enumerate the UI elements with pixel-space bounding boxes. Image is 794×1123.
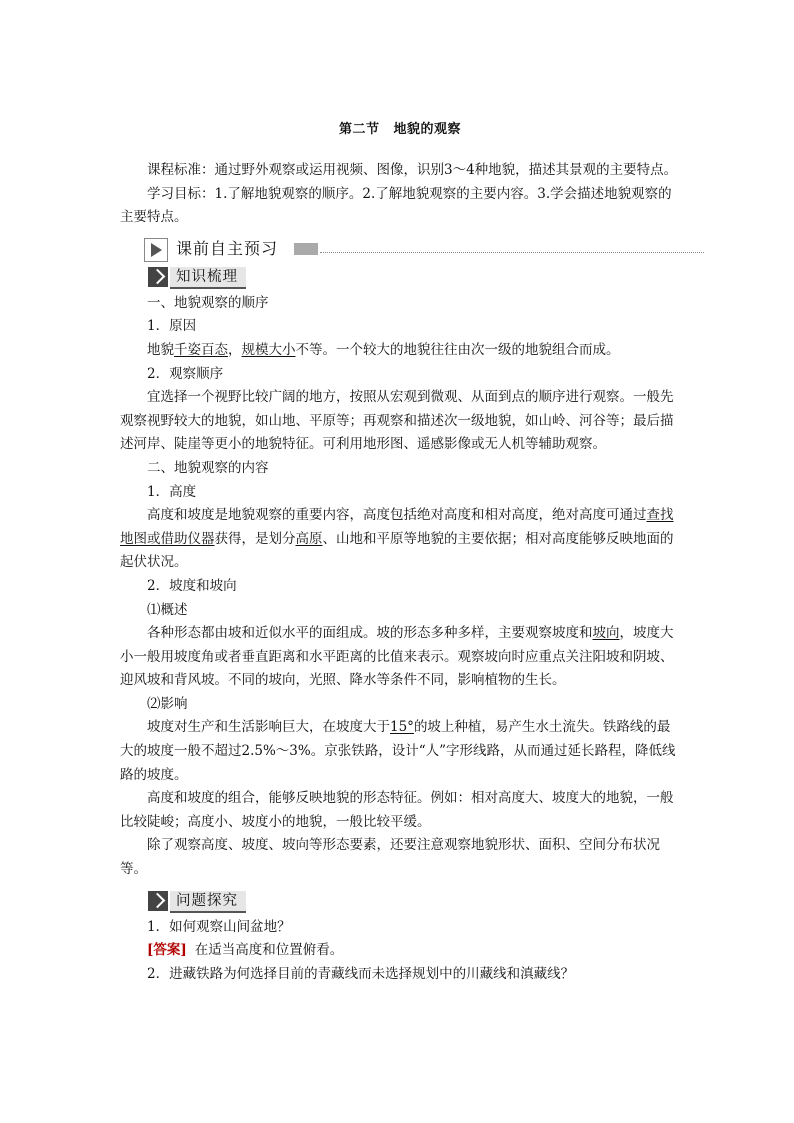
heading-influence: ⑵影响 — [147, 695, 188, 712]
combination-paragraph: 高度和坡度的组合，能够反映地貌的形态特征。例如：相对高度大、坡度大的地貌，一般比较陡峻；高度小、坡度小的地貌，一般比较平缓。 — [120, 790, 674, 830]
overview-paragraph: 各种形态都由坡和近似水平的面组成。坡的形态多种多样，主要观察坡度和坡向，坡度大小一般用坡度角或者垂直距离和水平距离的比值来表示。观察坡向时应重点关注阳坡和阴坡、迎风坡和背风坡。不同的坡向，光照、降水等条件不同，影响植物的生长。 — [120, 625, 674, 689]
heading-content: 二、地貌观察的内容 — [147, 459, 269, 476]
question-1: 1．如何观察山间盆地？ — [147, 918, 291, 935]
banner-label: 课前自主预习 — [170, 238, 284, 260]
learning-goals: 学习目标：1.了解地貌观察的顺序。2.了解地貌观察的主要内容。3.学会描述地貌观察的主要特点。 — [120, 185, 672, 226]
knowledge-tag — [148, 266, 680, 288]
heading-slope: 2．坡度和坡向 — [147, 577, 237, 594]
section-number: 第二节 — [338, 122, 380, 137]
section-title — [120, 118, 680, 137]
heading-order: 一、地貌观察的顺序 — [147, 294, 269, 311]
underlined-term: 查找地图或借助仪器 — [120, 507, 674, 547]
banner-tail-decoration — [294, 243, 318, 255]
other-elements-paragraph: 除了观察高度、坡度、坡向等形态要素，还要注意观察地貌形状、面积、空间分布状况等。 — [120, 837, 660, 878]
play-arrow-icon — [144, 238, 168, 262]
reason-paragraph: 地貌千姿百态，规模大小不等。一个较大的地貌往往由次一级的地貌组合而成。 — [147, 341, 620, 358]
heading-reason: 1．原因 — [147, 318, 197, 335]
document-page — [120, 118, 680, 986]
inquiry-tag-label: 问题探究 — [170, 891, 246, 913]
knowledge-tag-label: 知识梳理 — [170, 267, 246, 289]
underlined-term: 15° — [390, 719, 414, 736]
question-2: 2．进藏铁路为何选择目前的青藏线而未选择规划中的川藏线和滇藏线？ — [147, 965, 575, 982]
answer-1: [答案] 在适当高度和位置俯看。 — [147, 942, 344, 959]
underlined-term: 高原 — [295, 530, 323, 547]
section-name: 地貌的观察 — [393, 122, 462, 137]
banner-dotted-line — [320, 252, 704, 253]
preview-banner — [144, 238, 680, 260]
underlined-term: 规模大小 — [241, 341, 296, 358]
inquiry-tag — [148, 890, 680, 912]
underlined-term: 千姿百态 — [174, 341, 228, 358]
course-standard: 课程标准：通过野外观察或运用视频、图像，识别3～4种地貌，描述其景观的主要特点。 — [147, 162, 678, 178]
heading-observe-order: 2．观察顺序 — [147, 365, 224, 382]
answer-tag: [答案] — [147, 942, 187, 959]
heading-height: 1．高度 — [147, 483, 197, 500]
influence-paragraph: 坡度对生产和生活影响巨大，在坡度大于15°的坡上种植，易产生水土流失。铁路线的最大的坡度一般不超过2.5%～3%。京张铁路，设计“人”字形线路，从而通过延长路程，降低线路的坡度。 — [120, 719, 676, 783]
height-paragraph: 高度和坡度是地貌观察的重要内容，高度包括绝对高度和相对高度，绝对高度可通过查找地图或借助仪器获得，是划分高原、山地和平原等地貌的主要依据；相对高度能够反映地面的起伏状况。 — [120, 507, 674, 571]
arrow-right-icon — [148, 891, 168, 911]
observe-order-paragraph: 宜选择一个视野比较广阔的地方，按照从宏观到微观、从面到点的顺序进行观察。一般先观察视野较大的地貌，如山地、平原等；再观察和描述次一级地貌，如山岭、河谷等；最后描述河岸、陡崖等更小的地貌特征。可利用地形图、遥感影像或无人机等辅助观察。 — [120, 389, 674, 453]
arrow-right-icon — [148, 267, 168, 287]
heading-overview: ⑴概述 — [147, 601, 188, 618]
underlined-term: 坡向 — [592, 625, 620, 642]
